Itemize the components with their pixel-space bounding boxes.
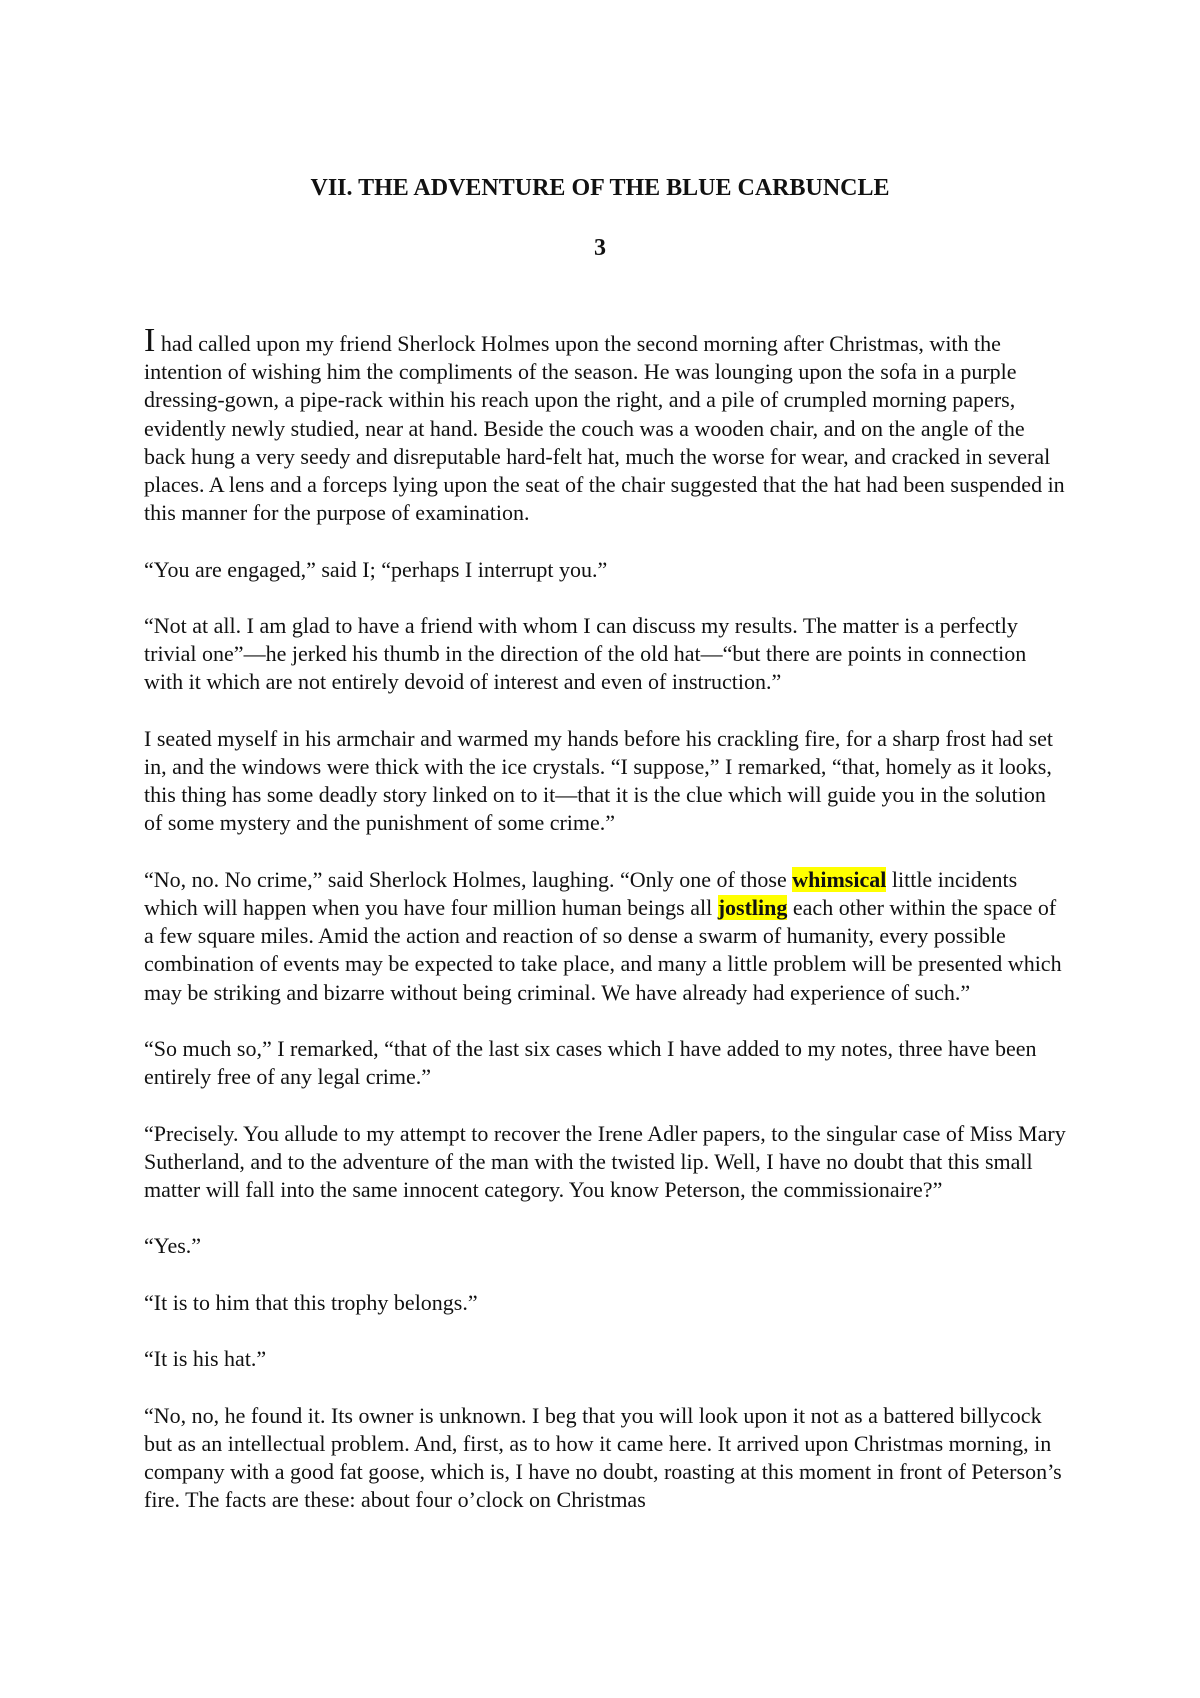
paragraph: “No, no, he found it. Its owner is unknown. I beg that you will look upon it not as a battered billycock but as an intellectual problem. And, first, as to how it came here. It arrived upon Christmas morning, in company with a good fat goose, which is, I have no doubt, roasting at this moment in front of Peterson’s fire. The facts are these: about four o’clock on Christmas (144, 1402, 1062, 1513)
section-number: 3 (594, 235, 606, 261)
highlighted-word: jostling (717, 895, 788, 920)
paragraph: I seated myself in his armchair and warmed my hands before his crackling fire, for a sharp frost had set in, and the windows were thick with the ice crystals. “I suppose,” I remarked, “that, homely as it looks, this thing has some deadly story linked on to it—that it is the clue which will guide you in the solution of some mystery and the punishment of some crime.” (144, 725, 1054, 836)
drop-cap-initial: I (144, 322, 156, 359)
paragraph: “Yes.” (144, 1233, 202, 1259)
paragraph-text: had called upon my friend Sherlock Holmes upon the second morning after Christmas, with the intention of wishing him the compliments of the season. He was lounging upon the sofa in a purple dressing-gown, a pipe-rack within his reach upon the right, and a pile of crumpled morning papers, evidently newly studied, near at hand. Beside the couch was a wooden chair, and on the angle of the back hung a very seedy and disreputable hard-felt hat, much the worse for wear, and cracked in several places. A lens and a forceps lying upon the seat of the chair suggested that the hat had been suspended in this manner for the purpose of examination. (144, 331, 1065, 526)
paragraph: “You are engaged,” said I; “perhaps I interrupt you.” (144, 556, 608, 582)
paragraph-text: little incidents which will happen when you have four million human beings all (144, 866, 1018, 920)
paragraph: “Not at all. I am glad to have a friend with whom I can discuss my results. The matter is a perfectly trivial one”—he jerked his thumb in the direction of the old hat—“but there are points in connection with it which are not entirely devoid of interest and even of instruction.” (144, 613, 1027, 695)
paragraph (144, 866, 1069, 1007)
chapter-title: VII. THE ADVENTURE OF THE BLUE CARBUNCLE (310, 175, 890, 201)
paragraph: “It is to him that this trophy belongs.” (144, 1289, 478, 1315)
paragraph: “It is his hat.” (144, 1346, 267, 1372)
paragraph (144, 322, 1069, 527)
paragraph-text: each other within the space of a few square miles. Amid the action and reaction of so dense a swarm of humanity, every possible combination of events may be expected to take place, and many a little problem will be presented which may be striking and bizarre without being criminal. We have already had experience of such.” (144, 895, 1062, 1005)
paragraph-text: “No, no. No crime,” said Sherlock Holmes, laughing. “Only one of those (144, 866, 793, 892)
paragraph: “Precisely. You allude to my attempt to recover the Irene Adler papers, to the singular case of Miss Mary Sutherland, and to the adventure of the man with the twisted lip. Well, I have no doubt that this small matter will fall into the same innocent category. You know Peterson, the commissionaire?” (144, 1120, 1066, 1202)
paragraph: “So much so,” I remarked, “that of the last six cases which I have added to my notes, three have been entirely free of any legal crime.” (144, 1036, 1037, 1090)
highlighted-word: whimsical (792, 866, 887, 892)
body-text (144, 322, 1069, 1543)
